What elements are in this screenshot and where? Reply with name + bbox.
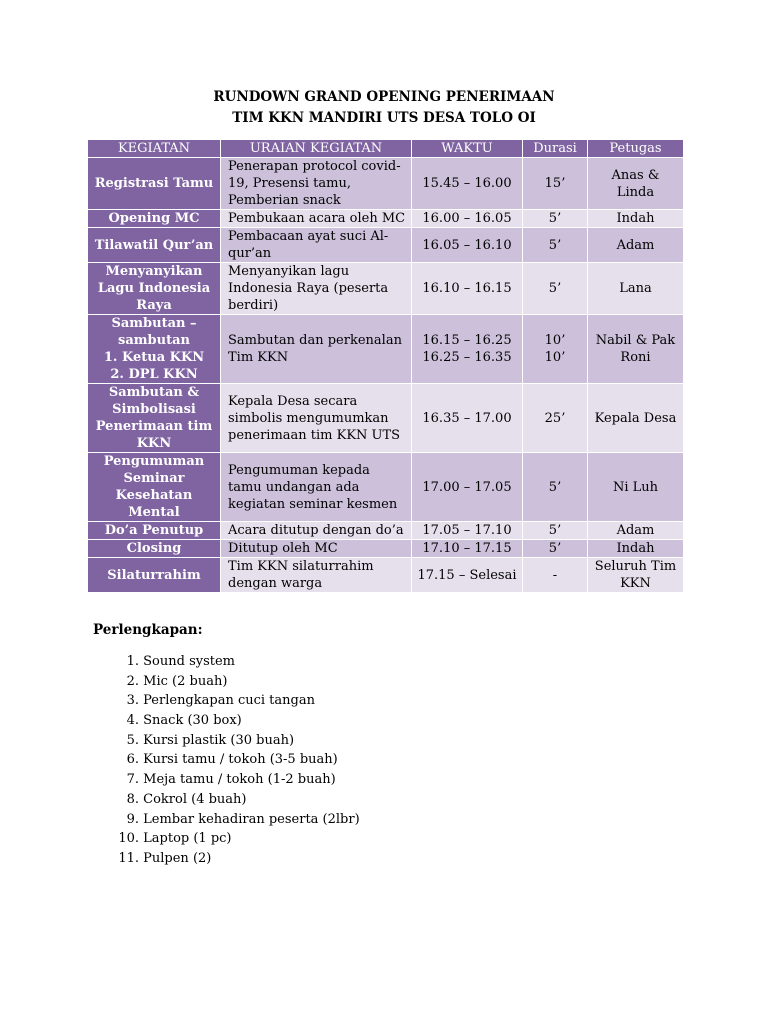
list-item-text: Perlengkapan cuci tangan: [143, 693, 315, 709]
header-durasi: Durasi: [523, 140, 588, 158]
list-item-text: Kursi plastik (30 buah): [143, 732, 295, 748]
cell-petugas: Anas & Linda: [588, 158, 684, 210]
table-header-row: [88, 140, 684, 158]
cell-durasi: 5’: [523, 522, 588, 540]
cell-kegiatan: Sambutan – sambutan 1. Ketua KKN 2. DPL KKN: [88, 315, 221, 384]
cell-durasi: 5’: [523, 210, 588, 228]
list-item-number: 9.: [126, 811, 139, 827]
cell-durasi: 5’: [523, 453, 588, 522]
list-item: [93, 711, 360, 731]
table-row: [88, 315, 684, 384]
cell-uraian: Ditutup oleh MC: [221, 540, 412, 558]
cell-kegiatan: Opening MC: [88, 210, 221, 228]
cell-waktu: 17.00 – 17.05: [412, 453, 523, 522]
cell-petugas: Nabil & Pak Roni: [588, 315, 684, 384]
table-row: [88, 384, 684, 453]
list-item-text: Kursi tamu / tokoh (3-5 buah): [143, 752, 338, 768]
list-item: [93, 770, 360, 790]
cell-petugas: Adam: [588, 228, 684, 263]
list-item-number: 3.: [126, 693, 139, 709]
cell-kegiatan: Closing: [88, 540, 221, 558]
cell-kegiatan: Registrasi Tamu: [88, 158, 221, 210]
table-row: [88, 210, 684, 228]
cell-kegiatan: Pengumuman Seminar Kesehatan Mental: [88, 453, 221, 522]
cell-waktu: 17.05 – 17.10: [412, 522, 523, 540]
cell-uraian: Acara ditutup dengan do’a: [221, 522, 412, 540]
cell-petugas: Adam: [588, 522, 684, 540]
cell-petugas: Seluruh Tim KKN: [588, 558, 684, 593]
cell-kegiatan: Menyanyikan Lagu Indonesia Raya: [88, 263, 221, 315]
cell-kegiatan: Silaturrahim: [88, 558, 221, 593]
cell-kegiatan: Sambutan & Simbolisasi Penerimaan tim KKN: [88, 384, 221, 453]
list-item-text: Snack (30 box): [143, 713, 242, 729]
cell-waktu: 16.15 – 16.25 16.25 – 16.35: [412, 315, 523, 384]
table-row: [88, 453, 684, 522]
list-item: [93, 790, 360, 810]
list-item-number: 4.: [126, 713, 139, 729]
list-item-number: 7.: [126, 772, 139, 788]
list-item-number: 11.: [118, 850, 139, 866]
header-uraian: URAIAN KEGIATAN: [221, 140, 412, 158]
list-item-number: 6.: [126, 752, 139, 768]
list-item: [93, 672, 360, 692]
list-item: [93, 731, 360, 751]
cell-durasi: -: [523, 558, 588, 593]
table-row: [88, 558, 684, 593]
list-item: [93, 810, 360, 830]
list-item-number: 10.: [118, 831, 139, 847]
cell-uraian: Tim KKN silaturrahim dengan warga: [221, 558, 412, 593]
list-item-text: Sound system: [143, 654, 236, 669]
cell-uraian: Pembukaan acara oleh MC: [221, 210, 412, 228]
cell-waktu: 16.05 – 16.10: [412, 228, 523, 263]
cell-waktu: 16.35 – 17.00: [412, 384, 523, 453]
list-item-text: Mic (2 buah): [143, 673, 228, 689]
list-item-number: 2.: [126, 673, 139, 689]
cell-petugas: Indah: [588, 540, 684, 558]
cell-durasi: 5’: [523, 228, 588, 263]
list-item-text: Meja tamu / tokoh (1-2 buah): [143, 772, 336, 788]
table-row: [88, 263, 684, 315]
cell-waktu: 16.10 – 16.15: [412, 263, 523, 315]
header-petugas: Petugas: [588, 140, 684, 158]
cell-durasi: 10’ 10’: [523, 315, 588, 384]
cell-durasi: 5’: [523, 540, 588, 558]
list-item-text: Lembar kehadiran peserta (2lbr): [143, 811, 360, 827]
list-item: [93, 849, 360, 869]
list-item-number: 5.: [126, 732, 139, 748]
header-waktu: WAKTU: [412, 140, 523, 158]
list-item: [93, 691, 360, 711]
cell-durasi: 25’: [523, 384, 588, 453]
list-item-text: Pulpen (2): [143, 850, 212, 866]
list-item: [93, 829, 360, 849]
cell-uraian: Penerapan protocol covid-19, Presensi tamu, Pemberian snack: [221, 158, 412, 210]
cell-petugas: Lana: [588, 263, 684, 315]
cell-petugas: Ni Luh: [588, 453, 684, 522]
table-row: [88, 540, 684, 558]
cell-petugas: Kepala Desa: [588, 384, 684, 453]
list-item-number: 8.: [126, 791, 139, 807]
cell-uraian: Pengumuman kepada tamu undangan ada kegiatan seminar kesmen: [221, 453, 412, 522]
cell-waktu: 17.10 – 17.15: [412, 540, 523, 558]
cell-uraian: Kepala Desa secara simbolis mengumumkan penerimaan tim KKN UTS: [221, 384, 412, 453]
header-kegiatan: KEGIATAN: [88, 140, 221, 158]
list-item-text: Cokrol (4 buah): [143, 791, 247, 807]
cell-durasi: 15’: [523, 158, 588, 210]
cell-durasi: 5’: [523, 263, 588, 315]
list-item: [93, 750, 360, 770]
cell-petugas: Indah: [588, 210, 684, 228]
document-title-line-1: RUNDOWN GRAND OPENING PENERIMAAN: [213, 89, 555, 105]
table-row: [88, 228, 684, 263]
cell-waktu: 16.00 – 16.05: [412, 210, 523, 228]
table-row: [88, 158, 684, 210]
cell-kegiatan: Tilawatil Qur’an: [88, 228, 221, 263]
cell-uraian: Sambutan dan perkenalan Tim KKN: [221, 315, 412, 384]
list-item-text: Laptop (1 pc): [143, 831, 232, 847]
document-title-line-2: TIM KKN MANDIRI UTS DESA TOLO OI: [232, 110, 536, 126]
list-item: [93, 652, 360, 672]
perlengkapan-list: [93, 652, 360, 869]
list-item-number: 1.: [126, 654, 139, 669]
cell-waktu: 15.45 – 16.00: [412, 158, 523, 210]
rundown-table: [87, 139, 684, 593]
cell-waktu: 17.15 – Selesai: [412, 558, 523, 593]
cell-uraian: Pembacaan ayat suci Al-qur’an: [221, 228, 412, 263]
cell-uraian: Menyanyikan lagu Indonesia Raya (peserta berdiri): [221, 263, 412, 315]
cell-kegiatan: Do’a Penutup: [88, 522, 221, 540]
perlengkapan-heading: Perlengkapan:: [93, 622, 203, 638]
table-row: [88, 522, 684, 540]
